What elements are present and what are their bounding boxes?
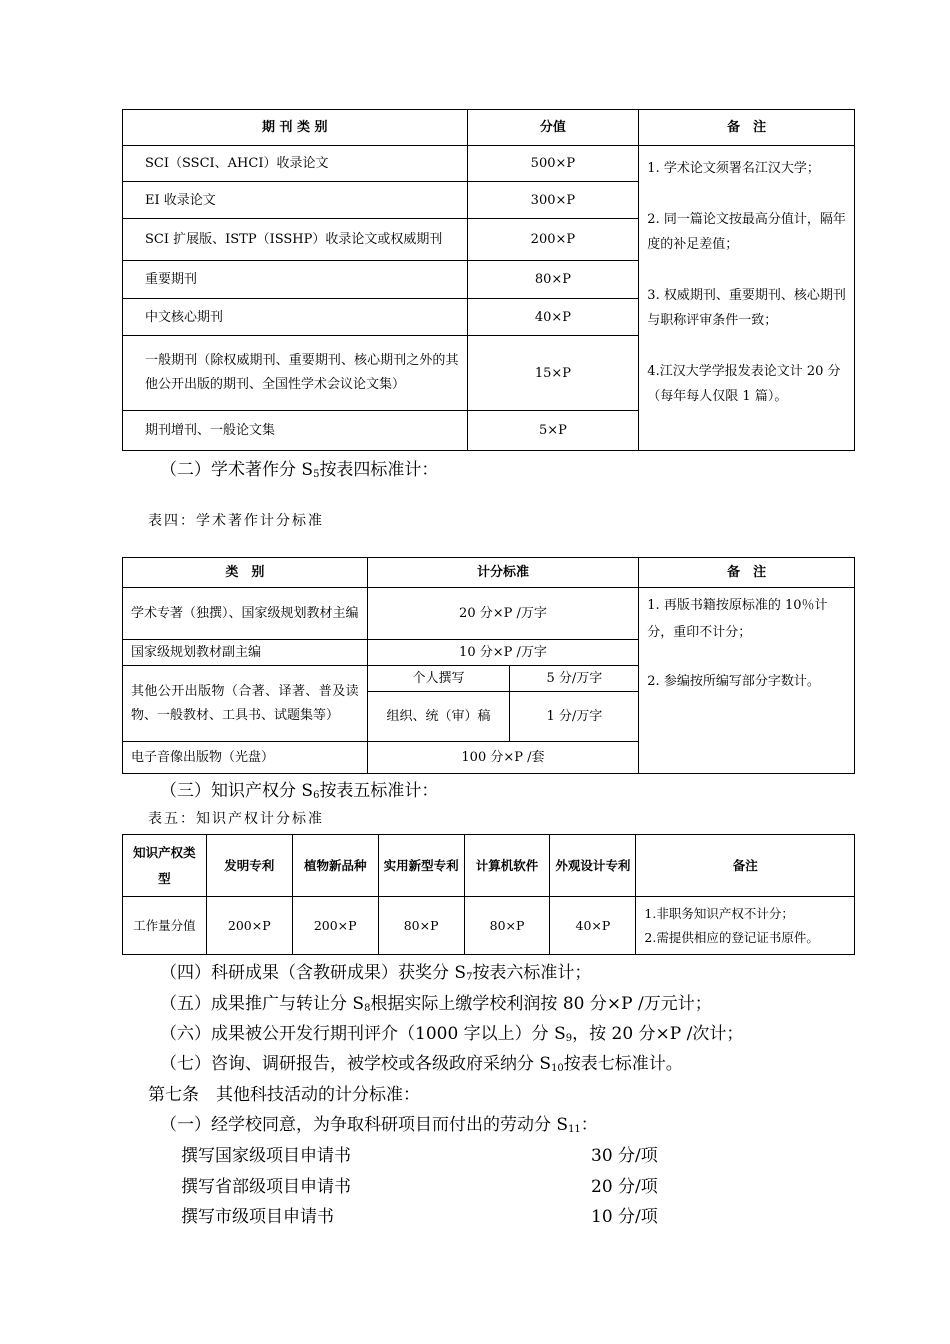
- works-score: 5 分/万字: [510, 666, 639, 692]
- row-label: 工作量分值: [123, 897, 207, 955]
- header-software: 计算机软件: [464, 835, 550, 897]
- header-utility-model: 实用新型专利: [378, 835, 464, 897]
- table5-caption: 表五：知识产权计分标准: [148, 811, 324, 827]
- section-academic-works: （二）学术著作分 $S_5$按表四标准计：: [160, 460, 439, 480]
- header-plant-variety: 植物新品种: [292, 835, 378, 897]
- header-invention-patent: 发明专利: [206, 835, 292, 897]
- item-value: 20 分/项: [591, 1177, 658, 1197]
- paragraph-transfer: （五）成果推广与转让分 $S_8$根据实际上缴学校利润按 80 分×P /万元计；: [160, 994, 712, 1014]
- journal-category: 期刊增刊、一般论文集: [123, 411, 468, 451]
- ip-score: 40×P: [550, 897, 636, 955]
- paragraph-consulting: （七）咨询、调研报告，被学校或各级政府采纳分 $S_{10}$按表七标准计。: [160, 1054, 683, 1074]
- journal-score: 15×P: [467, 336, 639, 411]
- note-1: 1. 再版书籍按原标准的 10％计分，重印不计分；: [647, 598, 828, 640]
- note-2: 2. 参编按所编写部分字数计。: [647, 674, 820, 689]
- journal-category: SCI（SSCI、AHCI）收录论文: [123, 146, 468, 182]
- item-label: 撰写市级项目申请书: [181, 1207, 334, 1227]
- works-category: 学术专著（独撰）、国家级规划教材主编: [123, 588, 368, 640]
- table-row: [123, 588, 855, 640]
- note-2: 2.需提供相应的登记证书原件。: [644, 929, 819, 945]
- table-row: [123, 146, 855, 182]
- works-score: 10 分×P /万字: [367, 640, 639, 666]
- journal-score: 40×P: [467, 299, 639, 336]
- item-label: 撰写省部级项目申请书: [181, 1177, 351, 1197]
- works-notes: [639, 588, 855, 774]
- table-row: [123, 897, 855, 955]
- journal-score: 200×P: [467, 219, 639, 261]
- note-3: 3. 权威期刊、重要期刊、核心期刊与职称评审条件一致；: [647, 288, 846, 328]
- academic-works-table: [122, 557, 855, 774]
- journal-category: 重要期刊: [123, 261, 468, 299]
- header-scoring-standard: 计分标准: [367, 558, 639, 588]
- journal-category: 中文核心期刊: [123, 299, 468, 336]
- journal-score: 80×P: [467, 261, 639, 299]
- journal-score: 5×P: [467, 411, 639, 451]
- header-ip-type: 知识产权类型: [123, 835, 207, 897]
- journal-category: EI 收录论文: [123, 182, 468, 219]
- header-notes: 备 注: [639, 558, 855, 588]
- paragraph-awards: （四）科研成果（含教研成果）获奖分 $S_7$按表六标准计；: [160, 963, 592, 983]
- ip-score: 200×P: [206, 897, 292, 955]
- works-category: 电子音像出版物（光盘）: [123, 742, 368, 774]
- ip-score: 80×P: [378, 897, 464, 955]
- note-1: 1. 学术论文须署名江汉大学；: [647, 161, 820, 176]
- intellectual-property-table: [122, 834, 855, 955]
- works-subtype: 组织、统（审）稿: [367, 692, 510, 742]
- works-category: 国家级规划教材副主编: [123, 640, 368, 666]
- note-2: 2. 同一篇论文按最高分值计，隔年度的补足差值；: [647, 212, 846, 252]
- paragraph-project-application: （一）经学校同意，为争取科研项目而付出的劳动分 $S_{11}$：: [160, 1115, 598, 1135]
- ip-score: 80×P: [464, 897, 550, 955]
- paragraph-review: （六）成果被公开发行期刊评介（1000 字以上）分 $S_9$，按 20 分×P /次计；: [160, 1024, 744, 1044]
- journal-score-table: [122, 109, 855, 451]
- works-score: 1 分/万字: [510, 692, 639, 742]
- works-score: 20 分×P /万字: [367, 588, 639, 640]
- item-value: 30 分/项: [591, 1146, 658, 1166]
- journal-category: SCI 扩展版、ISTP（ISSHP）收录论文或权威期刊: [123, 219, 468, 261]
- works-score: 100 分×P /套: [367, 742, 639, 774]
- note-4: 4.江汉大学学报发表论文计 20 分（每年每人仅限 1 篇）。: [647, 364, 841, 404]
- header-notes: 备注: [636, 835, 855, 897]
- article-7-heading: 第七条 其他科技活动的计分标准：: [148, 1085, 420, 1105]
- ip-score: 200×P: [292, 897, 378, 955]
- item-value: 10 分/项: [591, 1207, 658, 1227]
- ip-notes: [636, 897, 855, 955]
- item-label: 撰写国家级项目申请书: [181, 1146, 351, 1166]
- header-score: 分值: [467, 110, 639, 146]
- header-journal-category: 期 刊 类 别: [123, 110, 468, 146]
- works-category: 其他公开出版物（合著、译著、普及读物、一般教材、工具书、试题集等）: [123, 666, 368, 742]
- journal-notes: [639, 146, 855, 451]
- header-category: 类 别: [123, 558, 368, 588]
- journal-category: 一般期刊（除权威期刊、重要期刊、核心期刊之外的其他公开出版的期刊、全国性学术会议论文集）: [123, 336, 468, 411]
- note-1: 1.非职务知识产权不计分；: [644, 905, 794, 921]
- table4-caption: 表四：学术著作计分标准: [148, 513, 324, 529]
- journal-score: 500×P: [467, 146, 639, 182]
- works-subtype: 个人撰写: [367, 666, 510, 692]
- header-notes: 备 注: [639, 110, 855, 146]
- header-design-patent: 外观设计专利: [550, 835, 636, 897]
- section-intellectual-property: （三）知识产权分 $S_6$按表五标准计：: [160, 781, 439, 801]
- journal-score: 300×P: [467, 182, 639, 219]
